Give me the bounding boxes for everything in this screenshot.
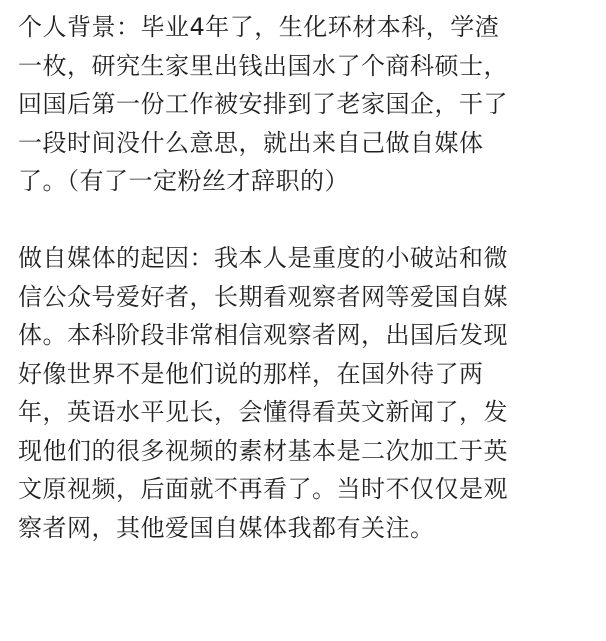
text-line: 文原视频，后面就不再看了。当时不仅仅是观 [18, 475, 508, 503]
text-line: 个人背景：毕业4年了，生化环材本科，学渣 [18, 13, 500, 41]
text-line: 察者网，其他爱国自媒体我都有关注。 [18, 513, 435, 542]
text-line: 好像世界不是他们说的那样，在国外待了两 [18, 359, 484, 388]
text-line: 信公众号爱好者，长期看观察者网等爱国自媒 [18, 282, 508, 311]
text-line: 做自媒体的起因：我本人是重度的小破站和微 [18, 244, 508, 272]
text-line: 一段时间没什么意思，就出来自己做自媒体 [18, 128, 484, 157]
text-line: 了。（有了一定粉丝才辞职的） [18, 167, 349, 195]
text-line: 年，英语水平见长，会懂得看英文新闻了，发 [18, 398, 508, 426]
text-line: 现他们的很多视频的素材基本是二次加工于英 [18, 436, 508, 465]
post-body [18, 8, 590, 547]
text-line: 一枚，研究生家里出钱出国水了个商科硕士， [18, 51, 508, 80]
text-line: 体。本科阶段非常相信观察者网，出国后发现 [18, 321, 508, 349]
paragraph-background [18, 8, 590, 201]
text-line: 回国后第一份工作被安排到了老家国企，干了 [18, 90, 508, 118]
paragraph-gap [18, 201, 590, 240]
paragraph-origin [18, 239, 590, 547]
